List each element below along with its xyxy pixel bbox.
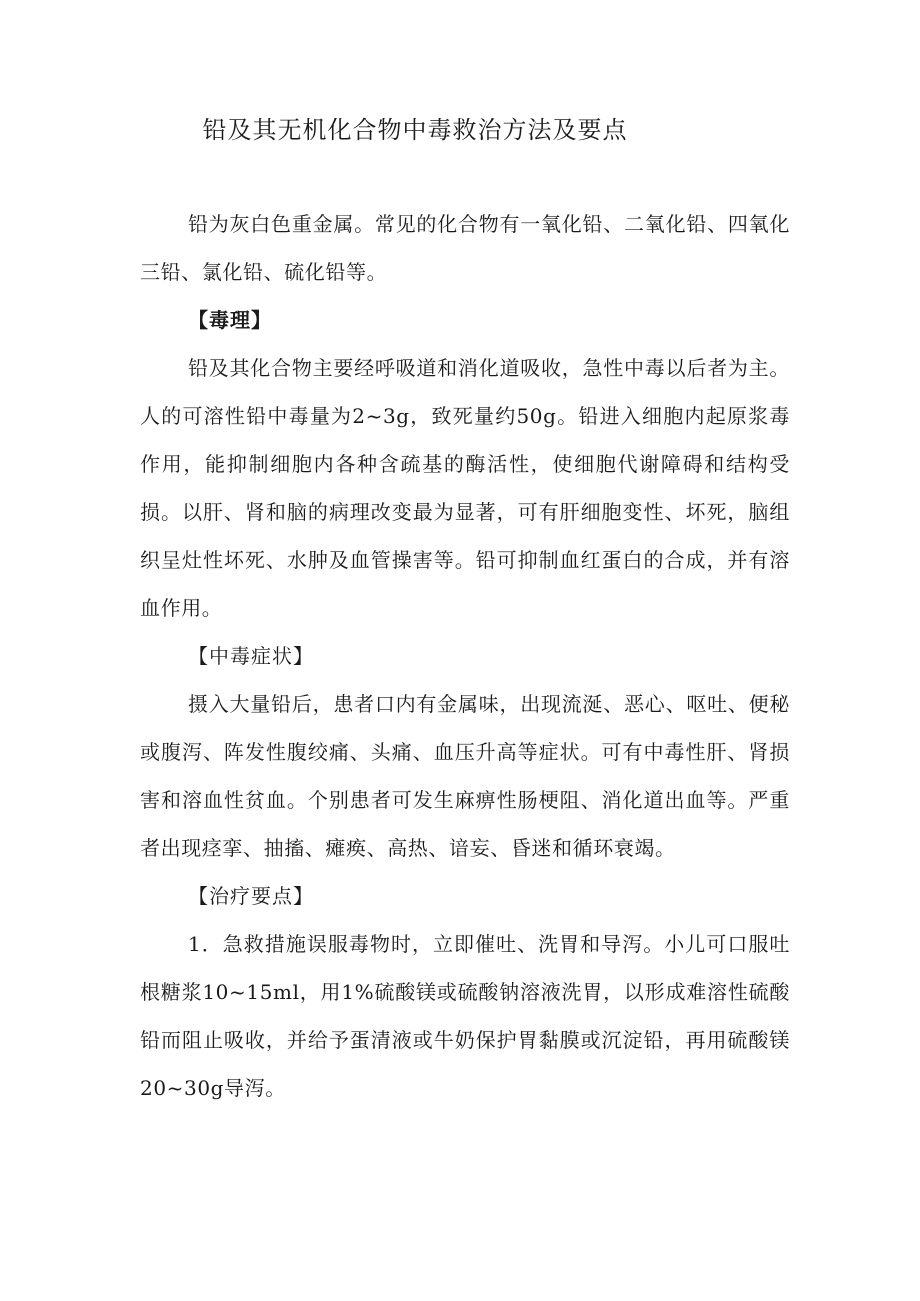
section-paragraph-toxicology: 铅及其化合物主要经呼吸道和消化道吸收，急性中毒以后者为主。人的可溶性铅中毒量为2~3g，致死量约50g。铅进入细胞内起原浆毒作用，能抑制细胞内各种含疏基的酶活性，使细胞代谢障碍和结构受损。以肝、肾和脑的病理改变最为显著，可有肝细胞变性、坏死，脑组织呈灶性坏死、水肿及血管操害等。铅可抑制血红蛋白的合成，并有溶血作用。 bbox=[140, 356, 790, 620]
section-heading-toxicology: 【毒理】 bbox=[188, 308, 272, 332]
section-paragraph-symptoms: 摄入大量铅后，患者口内有金属味，出现流涎、恶心、呕吐、便秘或腹泻、阵发性腹绞痛、头痛、血压升高等症状。可有中毒性肝、肾损害和溶血性贫血。个别患者可发生麻痹性肠梗阻、消化道出血等。严重者出现痉挛、抽搐、瘫痪、高热、谙妄、昏迷和循环衰竭。 bbox=[140, 692, 790, 860]
section-heading-treatment: 【治疗要点】 bbox=[188, 884, 314, 908]
section-heading-symptoms: 【中毒症状】 bbox=[188, 644, 314, 668]
section-paragraph-treatment: 1．急救措施误服毒物时，立即催吐、洗胃和导泻。小儿可口服吐根糖浆10~15ml，用1%硫酸镁或硫酸钠溶液洗胃，以形成难溶性硫酸铅而阻止吸收，并给予蛋清液或牛奶保护胃黏膜或沉淀铅，再用硫酸镁20~30g导泻。 bbox=[140, 932, 790, 1100]
intro-paragraph: 铅为灰白色重金属。常见的化合物有一氧化铅、二氧化铅、四氧化三铅、氯化铅、硫化铅等。 bbox=[140, 212, 790, 284]
document-title: 铅及其无机化合物中毒救治方法及要点 bbox=[202, 116, 628, 144]
document-body bbox=[140, 200, 790, 1112]
